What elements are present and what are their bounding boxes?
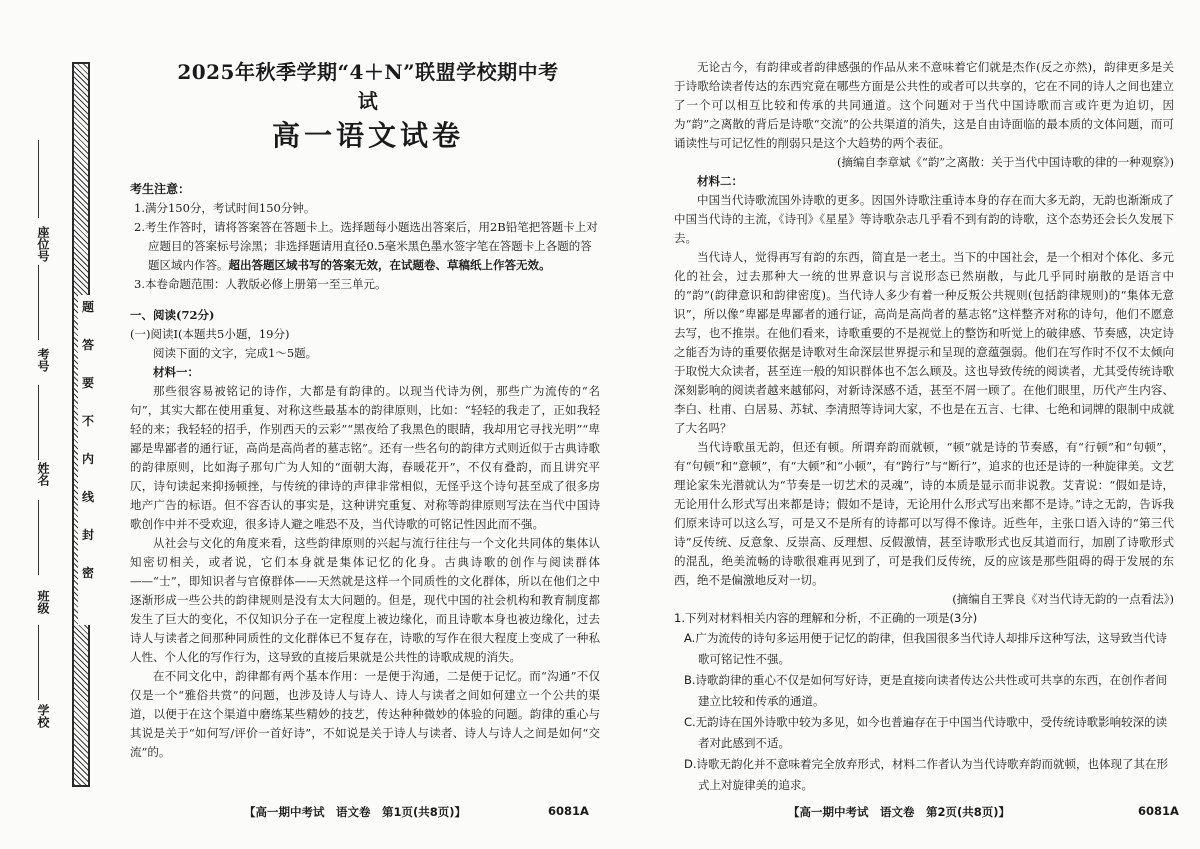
seat-number-label: 座位号 bbox=[36, 226, 50, 262]
paragraph: 在不同文化中，韵律都有两个基本作用：一是便于沟通，二是便于记忆。而“沟通”不仅仅是一个“雅俗共赏”的问题，也涉及诗人与诗人、诗人与读者之间如何建立一个公共的渠道，以便于在这个渠道中磨练某些精妙的技艺，传达种种微妙的体验的问题。韵律的重心与其说是关于“如何写/评价一首好诗”，不如说是关于诗人与读者、诗人与诗人之间是如何“交流”的。 bbox=[130, 669, 600, 759]
seal-char: 线 bbox=[81, 490, 94, 504]
material-2-label: 材料二： bbox=[697, 174, 743, 188]
paragraph: 无论古今，有韵律或者韵律感强的作品从来不意味着它们就是杰作(反之亦然)，韵律更多是关于诗歌给读者传达的东西究竟在哪些方面是公共性的或者可以共享的，它在不同的诗人之间也建立了一个可以相互比较和传承的共同通道。这个问题对于当代中国诗歌而言或许更为迫切，因为“韵”之离散的背后是诗歌“交流”的公共渠道的消失，这是自由诗面临的最本质的文体问题，而可诵读性与可记忆性的削弱只是这个大趋势的两个表征。 bbox=[674, 60, 1174, 150]
reading-continued bbox=[674, 58, 1174, 796]
paragraph: 那些很容易被铭记的诗作，大都是有韵律的。以现当代诗为例，那些广为流传的“名句”，其实大都在使用重复、对称这些最基本的韵律原则，比如：“轻轻的我走了，正如我轻轻的来；我轻轻的招手，作别西天的云彩”“黑夜给了我黑色的眼睛，我却用它寻找光明”“卑鄙是卑鄙者的通行证，高尚是高尚者的墓志铭”。还有一些名句的韵律方式则近似于古典诗歌的韵律原则，比如海子那句广为人知的“面朝大海，春暖花开”，不仅有叠韵，而且讲究平仄，诗句读起来抑扬顿挫，与传统的律诗的声律非常相似，无怪乎这个诗句甚至成了很多房地产广告的标语。但不容否认的事实是，这种讲究重复、对称等韵律原则写法在当代中国诗歌创作中并不受欢迎，很多诗人避之唯恐不及，当代诗歌的可铭记性因此而不强。 bbox=[130, 384, 600, 531]
name-label: 姓名 bbox=[36, 462, 50, 486]
notice-item-text: 2.考生作答时，请将答案答在答题卡上。选择题每小题选出答案后，用2B铅笔把答题卡上对应题目的答案标号涂黑；非选择题请用直径0.5毫米黑色墨水签字笔在答题卡上各题的答题区域内作答。 bbox=[134, 220, 598, 272]
material-1-label: 材料一： bbox=[153, 365, 199, 379]
footer-code: 6081A bbox=[548, 804, 589, 818]
class-label: 班级 bbox=[36, 590, 50, 614]
paragraph: 从社会与文化的角度来看，这些韵律原则的兴起与流行往往与一个文化共同体的集体认知密切相关，或者说，它们本身就是集体记忆的化身。古典诗歌的创作与阅读群体——“士”，即知识者与官僚群体——天然就是这样一个同质性的文化群体，所以在他们之中逐渐形成一些公共的韵律规则是没有太大问题的。但是，现代中国的社会机构和教育制度都发生了巨大的变化，不仅知识分子在一定程度上被边缘化，而且诗歌本身也被边缘化，过去诗人与读者之间那种同质性的文化群体已不复存在，诗歌的写作在很大程度上变成了一种私人性、个人化的写作行为，这导致的直接后果就是公共性的诗歌成规的消失。 bbox=[130, 536, 600, 664]
seal-char: 密 bbox=[81, 566, 94, 580]
binding-strip bbox=[0, 0, 110, 849]
seal-char: 内 bbox=[81, 452, 94, 466]
section-heading: 一、阅读(72分) bbox=[130, 308, 215, 322]
option-b: B.诗歌韵律的重心不仅是如何写好诗，更是直接向读者传达公共性或可共享的东西，在创作者间建立比较和传承的通道。 bbox=[684, 673, 1168, 708]
notice-item bbox=[130, 218, 600, 275]
paragraph: 当代诗歌虽无韵，但还有顿。所谓弃韵而就顿，“顿”就是诗的节奏感，有“行顿”和“句顿”，有“句顿”和“意顿”，有“大顿”和“小顿”，有“跨行”与“断行”，追求的也还是诗的一种旋律美。文艺理论家朱光潜就认为“节奏是一切艺术的灵魂”，诗的本质是显示而非说教。艾青说：“假如是诗，无论用什么形式写出来都是诗；假如不是诗，无论用什么形式写出来都不是诗。”诗之无韵，告诉我们原来诗可以这么写，可是又不是所有的诗都可以写得不像诗。近些年，主张口语入诗的“第三代诗”反传统、反意象、反崇高、反理想、反假激情，甚至诗歌形式也反其道而行，加剧了诗歌形式的混乱，绝美流畅的诗歌很难再见到了，可是我们反传统，反的应该是那些阻碍的碍于发展的东西，绝不是偏激地反对一切。 bbox=[674, 440, 1174, 587]
page-1 bbox=[128, 0, 598, 849]
page-footer bbox=[788, 804, 1010, 820]
class-line bbox=[38, 500, 39, 575]
paragraph: 当代诗人，觉得再写有韵的东西，简直是一老土。当下的中国社会，是一个相对个体化、多元化的社会，过去那种大一统的世界意识与言说形态已然崩散，与此几乎同时崩散的是语言中的“韵”(韵律意识和韵律密度)。当代诗人多少有着一种反叛公共规则(包括韵律规则)的“集体无意识”，所以像“卑鄙是卑鄙者的通行证，高尚是高尚者的墓志铭”这样整齐对称的诗句，他们不愿意去写，也不推崇。在他们看来，诗歌重要的不是视觉上的整饬和听觉上的破律感、节奏感，决定诗之能否为诗的重要依据是诗歌对生命深层世界提示和呈现的意蕴强弱。他们在写作时不仅不太倾向于取悦大众读者，甚至连一般的知识群体也不怎么顾及。这也导致传统的阅读者，尤其受传统诗歌深刻影响的阅读者越来越郁闷，对新诗深感不适，甚至不屑一顾了。在他们眼里，历代产生内容、李白、杜甫、白居易、苏轼、李清照等诗词大家，不也是在五言、七律、七绝和词牌的限制中成就了大名吗？ bbox=[674, 250, 1174, 435]
candidate-notice bbox=[130, 180, 600, 294]
option-a: A.广为流传的诗句多运用便于记忆的韵律，但我国很多当代诗人却排斥这种写法，这导致当代诗歌可铭记性不强。 bbox=[684, 631, 1167, 666]
name-line bbox=[38, 385, 39, 460]
reading-section bbox=[130, 306, 600, 762]
notice-heading: 考生注意： bbox=[130, 182, 191, 196]
seal-char: 答 bbox=[81, 338, 94, 352]
footer-label: 【高一期中考试 语文卷 第1页(共8页)】 bbox=[244, 805, 467, 819]
paper-title: 高一语文试卷 bbox=[271, 119, 464, 152]
page-footer bbox=[244, 804, 466, 820]
notice-emphasis: 超出答题区域书写的答案无效，在试题卷、草稿纸上作答无效。 bbox=[228, 258, 551, 272]
option-d: D.诗歌无韵化并不意味着完全放弃形式，材料二作者认为当代诗歌弃韵而就顿，也体现了其在形式上对旋律美的追求。 bbox=[684, 757, 1169, 792]
seal-char: 要 bbox=[81, 376, 94, 390]
notice-item: 3.本卷命题范围：人教版必修上册第一至三单元。 bbox=[134, 277, 387, 291]
exam-title: 2025年秋季学期“4＋N”联盟学校期中考试 bbox=[177, 60, 559, 113]
school-line bbox=[38, 625, 39, 700]
seal-char: 题 bbox=[81, 300, 94, 314]
school-label: 学校 bbox=[36, 704, 50, 728]
question-1: 1.下列对材料相关内容的理解和分析，不正确的一项是(3分) bbox=[674, 611, 978, 625]
page-2 bbox=[672, 0, 1177, 849]
notice-item: 1.满分150分，考试时间150分钟。 bbox=[134, 201, 316, 215]
instruction: 阅读下面的文字，完成1～5题。 bbox=[153, 346, 318, 360]
subsection-heading: (一)阅读Ⅰ(本题共5小题，19分) bbox=[130, 327, 290, 341]
source-citation: (摘编自王霁良《对当代诗无韵的一点看法》) bbox=[952, 592, 1174, 606]
page-code-wrap bbox=[1138, 804, 1179, 818]
page-code-wrap bbox=[548, 804, 589, 818]
exam-number-label: 考号 bbox=[36, 348, 50, 372]
source-citation: (摘编自李章斌《“韵”之离散：关于当代中国诗歌的律的一种观察》) bbox=[837, 155, 1174, 169]
seal-char: 封 bbox=[81, 528, 94, 542]
exam-number-line bbox=[38, 265, 39, 340]
footer-code: 6081A bbox=[1138, 804, 1179, 818]
option-c: C.无韵诗在国外诗歌中较为多见，如今也普遍存在于中国当代诗歌中，受传统诗歌影响较深的读者对此感到不适。 bbox=[684, 715, 1168, 750]
paragraph: 中国当代诗歌流国外诗歌的更多。因国外诗歌注重诗本身的存在而大多无韵，无韵也渐渐成了中国当代诗的主流，《诗刊》《星星》等诗歌杂志几乎看不到有韵的诗歌，这个态势还会长久发展下去。 bbox=[674, 193, 1174, 245]
footer-label: 【高一期中考试 语文卷 第2页(共8页)】 bbox=[788, 805, 1011, 819]
seal-char: 不 bbox=[81, 414, 94, 428]
seat-number-line bbox=[38, 140, 39, 218]
